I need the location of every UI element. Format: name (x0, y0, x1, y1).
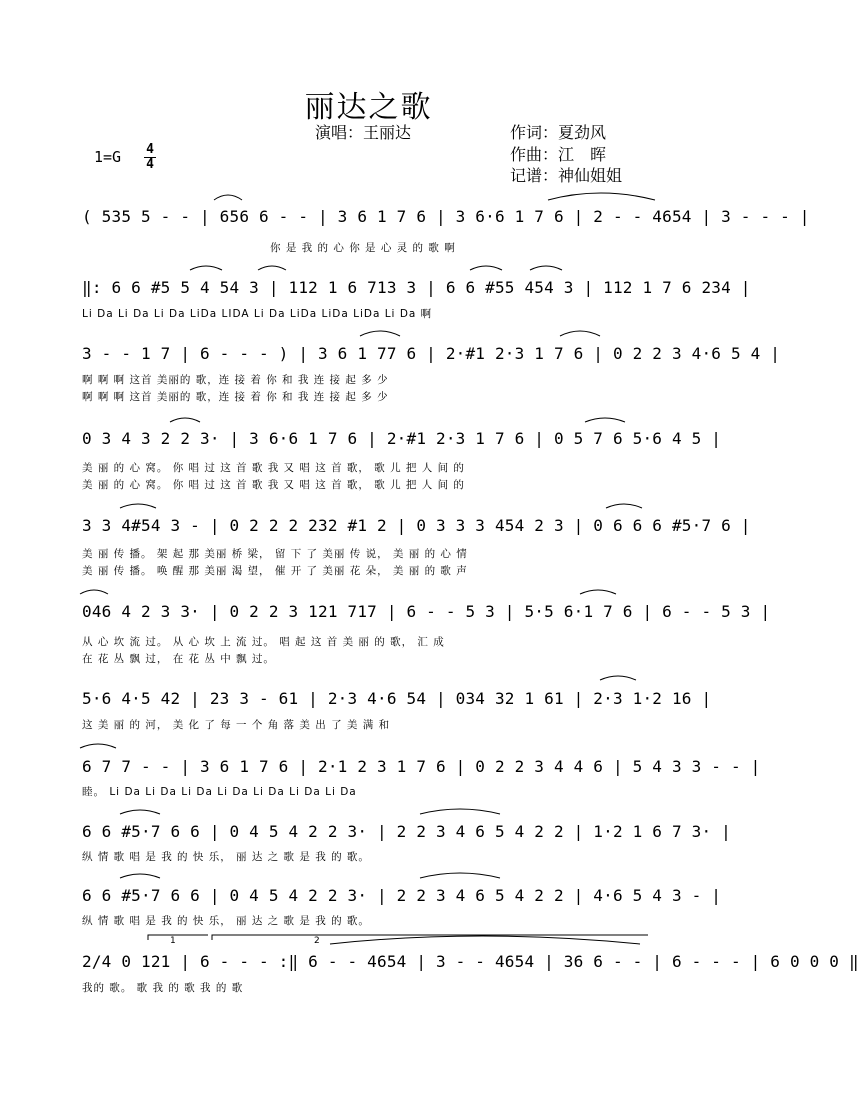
lyric-line-5a: 美 丽 传 播。 架 起 那 美丽 桥 梁， 留 下 了 美丽 传 说， 美 丽 的 心 情 (82, 548, 468, 560)
key-signature: 1=G (94, 148, 122, 166)
lyric-line-6b: 在 花 丛 飘 过， 在 花 丛 中 飘 过。 (82, 653, 275, 665)
lyric-line-6a: 从 心 坎 流 过。 从 心 坎 上 流 过。 唱 起 这 首 美 丽 的 歌， 汇 成 (82, 636, 445, 648)
notation-line-7: 5·6 4·5 42 | 23 3 - 61 | 2·3 4·6 54 | 034 32 1 61 | 2·3 1·2 16 | (82, 689, 712, 708)
lyric-line-4b: 美 丽 的 心 窝。 你 唱 过 这 首 歌 我 又 唱 这 首 歌， 歌 儿 把 人 间 的 (82, 479, 465, 491)
lyric-line-4a: 美 丽 的 心 窝。 你 唱 过 这 首 歌 我 又 唱 这 首 歌， 歌 儿 把 人 间 的 (82, 462, 465, 474)
notation-line-5: 3 3 4#54 3 - | 0 2 2 2 232 #1 2 | 0 3 3 3 454 2 3 | 0 6 6 6 #5·7 6 | (82, 516, 751, 535)
lyric-line-3b: 啊 啊 啊 这首 美丽的 歌，连 接 着 你 和 我 连 接 起 多 少 (82, 391, 389, 403)
svg-text:2: 2 (314, 936, 320, 946)
notation-line-10: 6 6 #5·7 6 6 | 0 4 5 4 2 2 3· | 2 2 3 4 6 5 4 2 2 | 4·6 5 4 3 - | (82, 886, 722, 905)
notation-line-8: 6 7 7 - - | 3 6 1 7 6 | 2·1 2 3 1 7 6 | 0 2 2 3 4 4 6 | 5 4 3 3 - - | (82, 757, 761, 776)
notation-line-1: ( 535 5 - - | 656 6 - - | 3 6 1 7 6 | 3 6·6 1 7 6 | 2 - - 4654 | 3 - - - | (82, 207, 810, 226)
time-signature (144, 144, 156, 171)
composer-credit: 作曲：江 晖 (510, 145, 607, 164)
lyric-line-2a: Li Da Li Da Li Da LiDa LIDA Li Da LiDa LiDa LiDa Li Da 啊 (82, 308, 433, 320)
lyric-line-3a: 啊 啊 啊 这首 美丽的 歌，连 接 着 你 和 我 连 接 起 多 少 (82, 374, 389, 386)
time-signature-denominator: 4 (146, 157, 154, 172)
notation-line-9: 6 6 #5·7 6 6 | 0 4 5 4 2 2 3· | 2 2 3 4 6 5 4 2 2 | 1·2 1 6 7 3· | (82, 822, 731, 841)
transcriber-credit: 记谱：神仙姐姐 (510, 166, 623, 185)
lyricist-credit: 作词：夏劲风 (510, 123, 607, 142)
notation-line-3: 3 - - 1 7 | 6 - - - ) | 3 6 1 77 6 | 2·#1 2·3 1 7 6 | 0 2 2 3 4·6 5 4 | (82, 344, 781, 363)
svg-text:1: 1 (170, 936, 176, 946)
lyric-line-8a: 睦。 Li Da Li Da Li Da Li Da Li Da Li Da Li Da (82, 786, 357, 798)
lyric-line-1a: 你 是 我 的 心 你 是 心 灵 的 歌 啊 (270, 242, 456, 254)
lyric-line-7a: 这 美 丽 的 河， 美 化 了 每 一 个 角 落 美 出 了 美 满 和 (82, 719, 391, 731)
notation-line-4: 0 3 4 3 2 2 3· | 3 6·6 1 7 6 | 2·#1 2·3 1 7 6 | 0 5 7 6 5·6 4 5 | (82, 429, 722, 448)
lyric-line-5b: 美 丽 传 播。 唤 醒 那 美丽 渴 望， 催 开 了 美丽 花 朵， 美 丽 的 歌 声 (82, 565, 468, 577)
lyric-line-11a: 我的 歌。 歌 我 的 歌 我 的 歌 (82, 982, 244, 994)
singer-credit: 演唱：王丽达 (315, 123, 412, 142)
notation-line-11: 2/4 0 121 | 6 - - - :‖ 6 - - 4654 | 3 - - 4654 | 36 6 - - | 6 - - - | 6 0 0 0 ‖ (82, 952, 859, 971)
time-signature-numerator: 4 (146, 142, 154, 157)
lyric-line-9a: 纵 情 歌 唱 是 我 的 快 乐， 丽 达 之 歌 是 我 的 歌。 (82, 851, 370, 863)
lyric-line-10a: 纵 情 歌 唱 是 我 的 快 乐， 丽 达 之 歌 是 我 的 歌。 (82, 915, 370, 927)
notation-line-6: 046 4 2 3 3· | 0 2 2 3 121 717 | 6 - - 5 3 | 5·5 6·1 7 6 | 6 - - 5 3 | (82, 602, 771, 621)
notation-line-2: ‖: 6 6 #5 5 4 54 3 | 112 1 6 713 3 | 6 6 #55 454 3 | 112 1 7 6 234 | (82, 278, 751, 297)
song-title: 丽达之歌 (304, 90, 433, 125)
